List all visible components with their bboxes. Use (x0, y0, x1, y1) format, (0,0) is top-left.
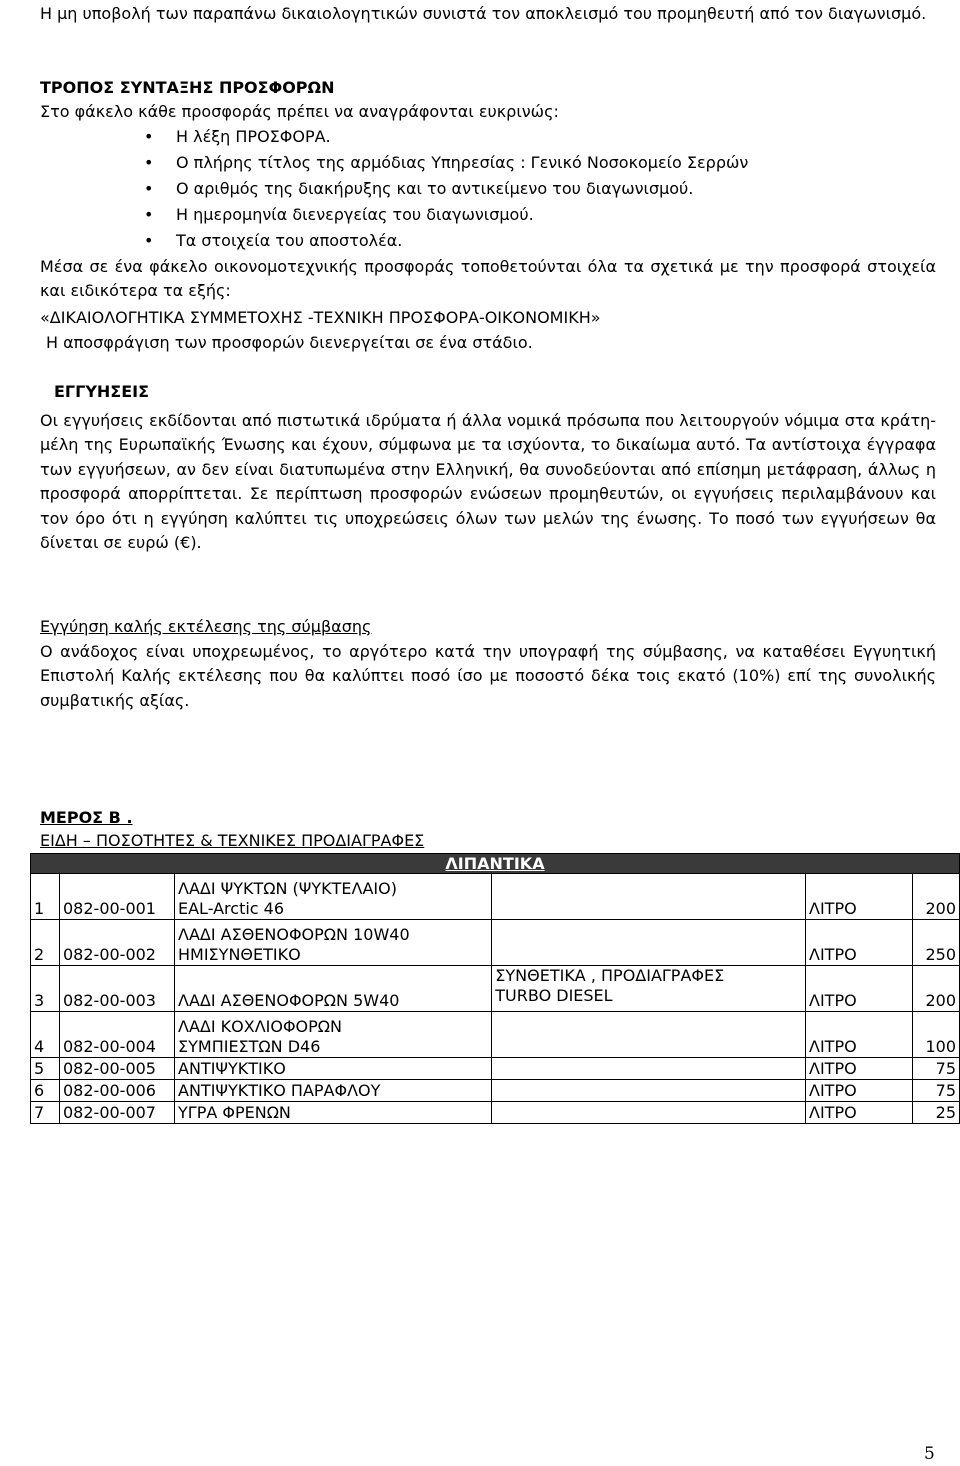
performance-paragraph: Ο ανάδοχος είναι υποχρεωμένος, το αργότερο κατά την υπογραφή της σύμβασης, να καταθέσει Εγγυητική Επιστολή Καλής εκτέλεσης που θα καλύπτει ποσό ίσο με ποσοστό δέκα τοις εκατό (10%) επί της συνολικής συμβατικής αξίας. (40, 642, 936, 710)
item-spec (492, 1080, 806, 1102)
item-quantity: 200 (913, 966, 960, 1012)
row-number: 1 (31, 874, 60, 920)
row-number: 6 (31, 1080, 60, 1102)
table-row (31, 1080, 960, 1102)
guarantees-heading: ΕΓΓΥΗΣΕΙΣ (54, 382, 150, 401)
list-item: • Ο πλήρης τίτλος της αρμόδιας Υπηρεσίας : Γενικό Νοσοκομείο Σερρών (40, 150, 748, 176)
item-unit: ΛΙΤΡΟ (806, 920, 913, 966)
envelope-requirements-list (40, 124, 748, 254)
item-spec (492, 920, 806, 966)
item-description-line: ΗΜΙΣΥΝΘΕΤΙΚΟ (178, 945, 301, 964)
item-quantity: 100 (913, 1012, 960, 1058)
item-code: 082-00-001 (60, 874, 175, 920)
item-description-line: EAL-Arctic 46 (178, 899, 285, 918)
page-number: 5 (924, 1444, 935, 1464)
item-quantity: 200 (913, 874, 960, 920)
table-header-row (31, 854, 960, 874)
list-item: • Η λέξη ΠΡΟΣΦΟΡΑ. (40, 124, 748, 150)
row-number: 2 (31, 920, 60, 966)
spec-note: TURBO DIESEL (495, 986, 613, 1005)
list-item: • Η ημερομηνία διενεργείας του διαγωνισμού. (40, 202, 748, 228)
item-description: ΥΓΡΑ ΦΡΕΝΩΝ (175, 1102, 492, 1124)
table-row (31, 920, 960, 966)
item-code: 082-00-005 (60, 1058, 175, 1080)
intro-paragraph: Η μη υποβολή των παραπάνω δικαιολογητικών συνιστά τον αποκλεισμό του προμηθευτή από τον διαγωνισμό. (40, 4, 927, 23)
item-description (175, 920, 492, 966)
unsealing-note: Η αποσφράγιση των προσφορών διενεργείται σε ένα στάδιο. (46, 333, 533, 352)
table-row (31, 1058, 960, 1080)
item-description-line: ΛΑΔΙ ΑΣΘΕΝΟΦΟΡΩΝ 5W40 (178, 991, 400, 1010)
item-description: ΑΝΤΙΨΥΚΤΙΚΟ (175, 1058, 492, 1080)
item-quantity: 75 (913, 1080, 960, 1102)
item-code: 082-00-007 (60, 1102, 175, 1124)
item-description-line: ΛΑΔΙ ΨΥΚΤΩΝ (ΨΥΚΤΕΛΑΙΟ) (178, 879, 397, 898)
part-b-subtitle: ΕΙΔΗ – ΠΟΣΟΤΗΤΕΣ & ΤΕΧΝΙΚΕΣ ΠΡΟΔΙΑΓΡΑΦΕΣ (40, 831, 425, 850)
item-spec (492, 1102, 806, 1124)
envelope-labels: «ΔΙΚΑΙΟΛΟΓΗΤΙΚΑ ΣΥΜΜΕΤΟΧΗΣ -ΤΕΧΝΙΚΗ ΠΡΟΣΦΟΡΑ-ΟΙΚΟΝΟΜΙΚΗ» (40, 308, 601, 327)
item-spec (492, 966, 806, 1012)
item-description: ΑΝΤΙΨΥΚΤΙΚΟ ΠΑΡΑΦΛΟΥ (175, 1080, 492, 1102)
item-code: 082-00-006 (60, 1080, 175, 1102)
spec-note: ΣΥΝΘΕΤΙΚΑ , ΠΡΟΔΙΑΓΡΑΦΕΣ (495, 966, 725, 985)
item-unit: ΛΙΤΡΟ (806, 966, 913, 1012)
guarantees-paragraph: Οι εγγυήσεις εκδίδονται από πιστωτικά ιδρύματα ή άλλα νομικά πρόσωπα που λειτουργούν νόμιμα στα κράτη-μέλη της Ευρωπαϊκής Ένωσης και έχουν, σύμφωνα με τα ισχύοντα, το δικαίωμα αυτό. Τα αντίστοιχα έγγραφα των εγγυήσεων, αν δεν είναι διατυπωμένα στην Ελληνική, θα συνοδεύονται από επίσημη μετάφραση, άλλως η προσφορά απορρίπτεται. Σε περίπτωση προσφορών ενώσεων προμηθευτών, οι εγγυήσεις περιλαμβάνουν και τον όρο ότι η εγγύηση καλύπτει τις υποχρεώσεις όλων των μελών της ένωσης. Το ποσό των εγγυήσεων θα δίνεται σε ευρώ (€). (40, 411, 936, 553)
item-code: 082-00-003 (60, 966, 175, 1012)
item-code: 082-00-004 (60, 1012, 175, 1058)
item-code: 082-00-002 (60, 920, 175, 966)
row-number: 3 (31, 966, 60, 1012)
item-quantity: 75 (913, 1058, 960, 1080)
row-number: 4 (31, 1012, 60, 1058)
item-description-line: ΛΑΔΙ ΑΣΘΕΝΟΦΟΡΩΝ 10W40 (178, 925, 410, 944)
item-description (175, 966, 492, 1012)
item-quantity: 250 (913, 920, 960, 966)
row-number: 7 (31, 1102, 60, 1124)
item-description-line: ΣΥΜΠΙΕΣΤΩΝ D46 (178, 1037, 321, 1056)
item-unit: ΛΙΤΡΟ (806, 1080, 913, 1102)
item-unit: ΛΙΤΡΟ (806, 874, 913, 920)
part-b-title: ΜΕΡΟΣ Β . (40, 808, 133, 827)
offer-form-lead: Στο φάκελο κάθε προσφοράς πρέπει να αναγράφονται ευκρινώς: (40, 102, 559, 121)
item-description-line: ΛΑΔΙ ΚΟΧΛΙΟΦΟΡΩΝ (178, 1017, 342, 1036)
lubricants-table (30, 853, 960, 1124)
table-row (31, 1012, 960, 1058)
list-item: • Τα στοιχεία του αποστολέα. (40, 228, 748, 254)
item-description (175, 874, 492, 920)
item-spec (492, 1012, 806, 1058)
item-quantity: 25 (913, 1102, 960, 1124)
list-item: • Ο αριθμός της διακήρυξης και το αντικείμενο του διαγωνισμού. (40, 176, 748, 202)
performance-heading: Εγγύηση καλής εκτέλεσης της σύμβασης (40, 617, 372, 636)
item-unit: ΛΙΤΡΟ (806, 1102, 913, 1124)
item-unit: ΛΙΤΡΟ (806, 1012, 913, 1058)
row-number: 5 (31, 1058, 60, 1080)
envelope-paragraph: Μέσα σε ένα φάκελο οικονομοτεχνικής προσφοράς τοποθετούνται όλα τα σχετικά με την προσφορά στοιχεία και ειδικότερα τα εξής: (40, 257, 936, 301)
item-description (175, 1012, 492, 1058)
item-unit: ΛΙΤΡΟ (806, 1058, 913, 1080)
offer-form-heading: ΤΡΟΠΟΣ ΣΥΝΤΑΞΗΣ ΠΡΟΣΦΟΡΩΝ (40, 78, 335, 97)
item-spec (492, 1058, 806, 1080)
table-row (31, 966, 960, 1012)
table-row (31, 874, 960, 920)
item-spec (492, 874, 806, 920)
table-row (31, 1102, 960, 1124)
table-header: ΛΙΠΑΝΤΙΚΑ (31, 854, 960, 874)
